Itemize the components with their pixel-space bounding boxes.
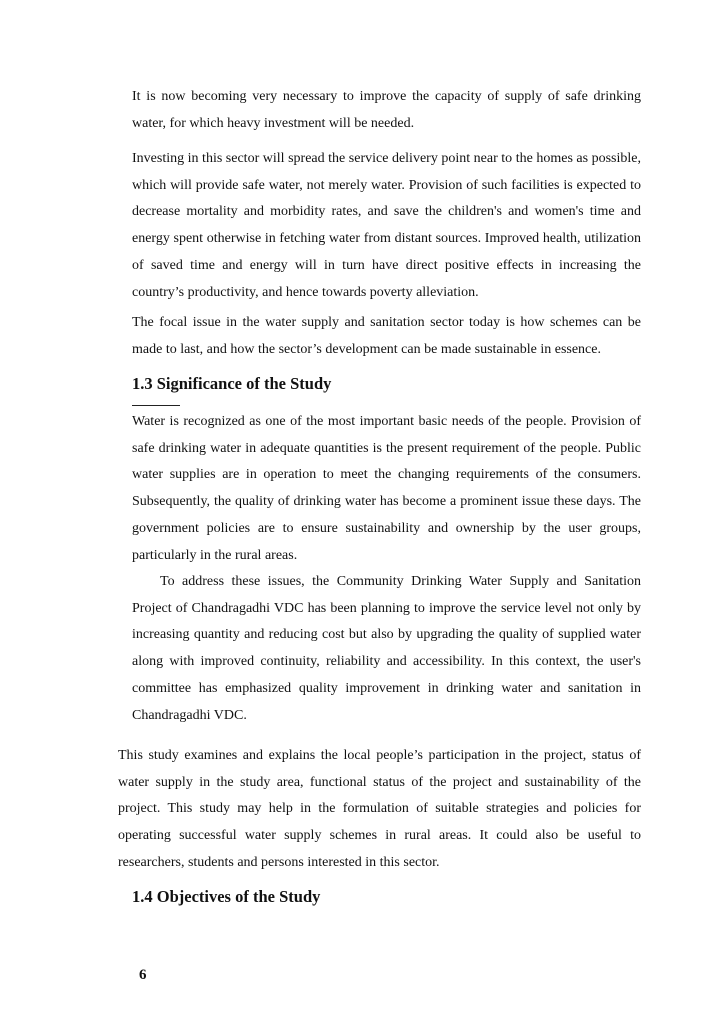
- paragraph-address-issues: To address these issues, the Community Drinking Water Supply and Sanitation Project of Chandragadhi VDC has been planning to improve the service level not only by increasing quantity and reducing cost but also by upgrading the quality of supplied water along with improved continuity, reliability and accessibility. In this context, the user's committee has emphasized quality improvement in drinking water and sanitation in Chandragadhi VDC.: [132, 574, 641, 723]
- page-number: 6: [139, 967, 147, 983]
- heading-underline-rule: [132, 405, 180, 406]
- paragraph-study-examines: This study examines and explains the local people’s participation in the project, status of water supply in the study area, functional status of the project and sustainability of the project. This study may help in the formulation of suitable strategies and policies for operating successful water supply schemes in rural areas. It could also be useful to researchers, students and persons interested in this sector.: [118, 748, 641, 870]
- section-heading-objectives: 1.4 Objectives of the Study: [132, 887, 321, 906]
- paragraph-capacity-investment: It is now becoming very necessary to improve the capacity of supply of safe drinking water, for which heavy investment will be needed.: [132, 89, 641, 131]
- section-heading-significance: 1.3 Significance of the Study: [132, 374, 332, 393]
- paragraph-focal-issue: The focal issue in the water supply and sanitation sector today is how schemes can be made to last, and how the sector’s development can be made sustainable in essence.: [132, 315, 641, 357]
- paragraph-investing-sector: Investing in this sector will spread the service delivery point near to the homes as possible, which will provide safe water, not merely water. Provision of such facilities is expected to decrease mortality and morbidity rates, and save the children's and women's time and energy spent otherwise in fetching water from distant sources. Improved health, utilization of saved time and energy will in turn have direct positive effects in increasing the country’s productivity, and hence towards poverty alleviation.: [132, 151, 641, 300]
- paragraph-basic-needs: Water is recognized as one of the most important basic needs of the people. Provision of safe drinking water in adequate quantities is the present requirement of the people. Public water supplies are in operation to meet the changing requirements of the consumers. Subsequently, the quality of drinking water has become a prominent issue these days. The government policies are to ensure sustainability and ownership by the user groups, particularly in the rural areas.: [132, 414, 641, 563]
